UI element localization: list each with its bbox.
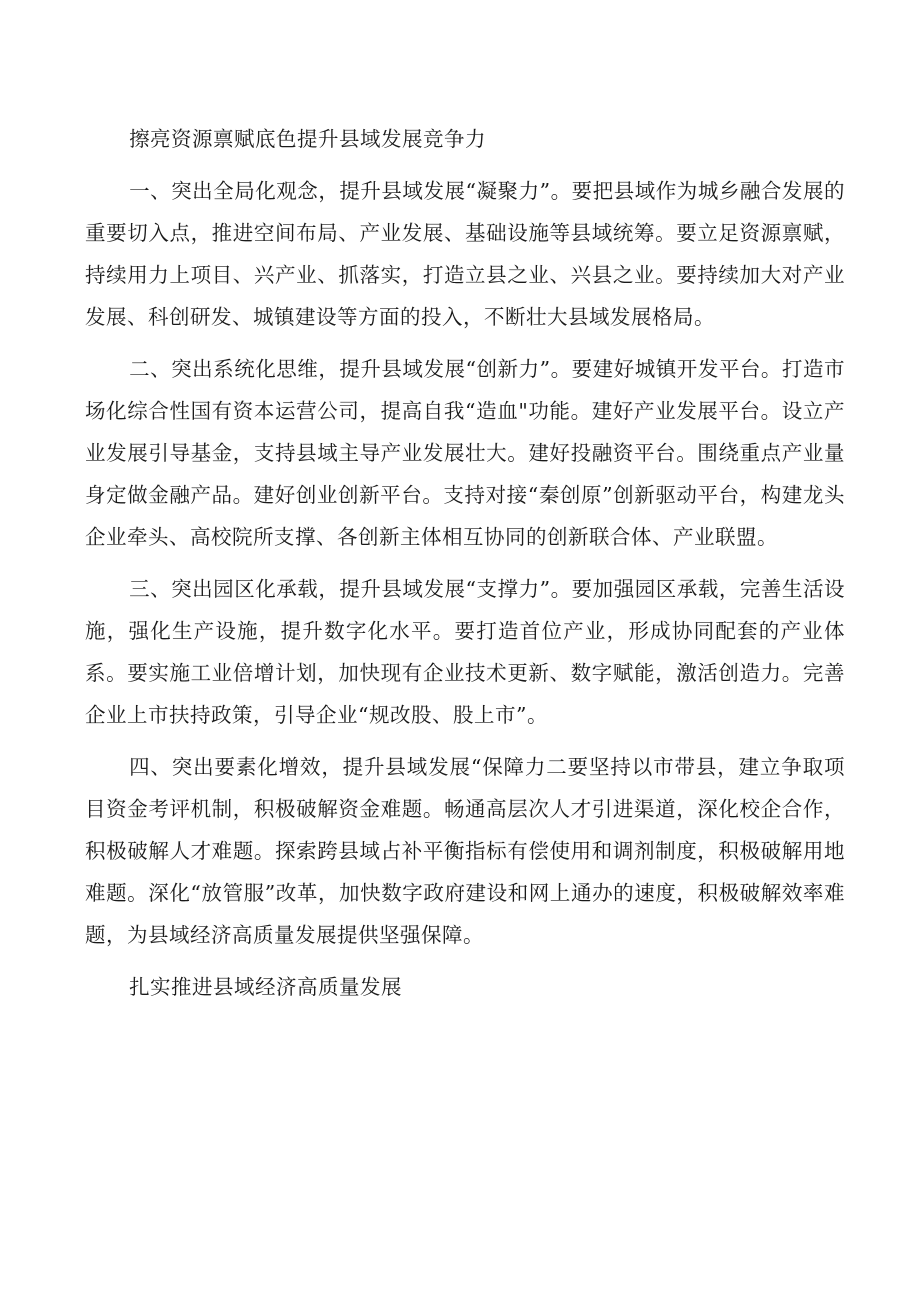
next-section-title: 扎实推进县域经济高质量发展 [129, 975, 403, 999]
document-body [85, 118, 845, 1018]
paragraph-4: 四、突出要素化增效，提升县域发展“保障力二要坚持以市带县，建立争取项目资金考评机制，积极破解资金难题。畅通高层次人才引进渠道，深化校企合作，积极破解人才难题。探索跨县域占补平衡指标有偿使用和调剂制度，积极破解用地难题。深化“放管服”改革，加快数字政府建设和网上通办的速度，积极破解效率难题，为县域经济高质量发展提供坚强保障。 [85, 755, 845, 947]
section-title: 擦亮资源禀赋底色提升县域发展竞争力 [129, 127, 487, 151]
paragraph-2: 二、突出系统化思维，提升县域发展“创新力”。要建好城镇开发平台。打造市场化综合性国有资本运营公司，提高自我“造血"功能。建好产业发展平台。设立产业发展引导基金，支持县域主导产业发展壮大。建好投融资平台。围绕重点产业量身定做金融产品。建好创业创新平台。支持对接“秦创原”创新驱动平台，构建龙头企业牵头、高校院所支撑、各创新主体相互协同的创新联合体、产业联盟。 [85, 357, 845, 549]
paragraph-1: 一、突出全局化观念，提升县域发展“凝聚力”。要把县域作为城乡融合发展的重要切入点，推进空间布局、产业发展、基础设施等县域统筹。要立足资源禀赋，持续用力上项目、兴产业、抓落实，打造立县之业、兴县之业。要持续加大对产业发展、科创研发、城镇建设等方面的投入，不断壮大县域发展格局。 [85, 179, 845, 329]
paragraph-3: 三、突出园区化承载，提升县域发展“支撑力”。要加强园区承载，完善生活设施，强化生产设施，提升数字化水平。要打造首位产业，形成协同配套的产业体系。要实施工业倍增计划，加快现有企业技术更新、数字赋能，激活创造力。完善企业上市扶持政策，引导企业“规改股、股上市”。 [85, 577, 845, 727]
